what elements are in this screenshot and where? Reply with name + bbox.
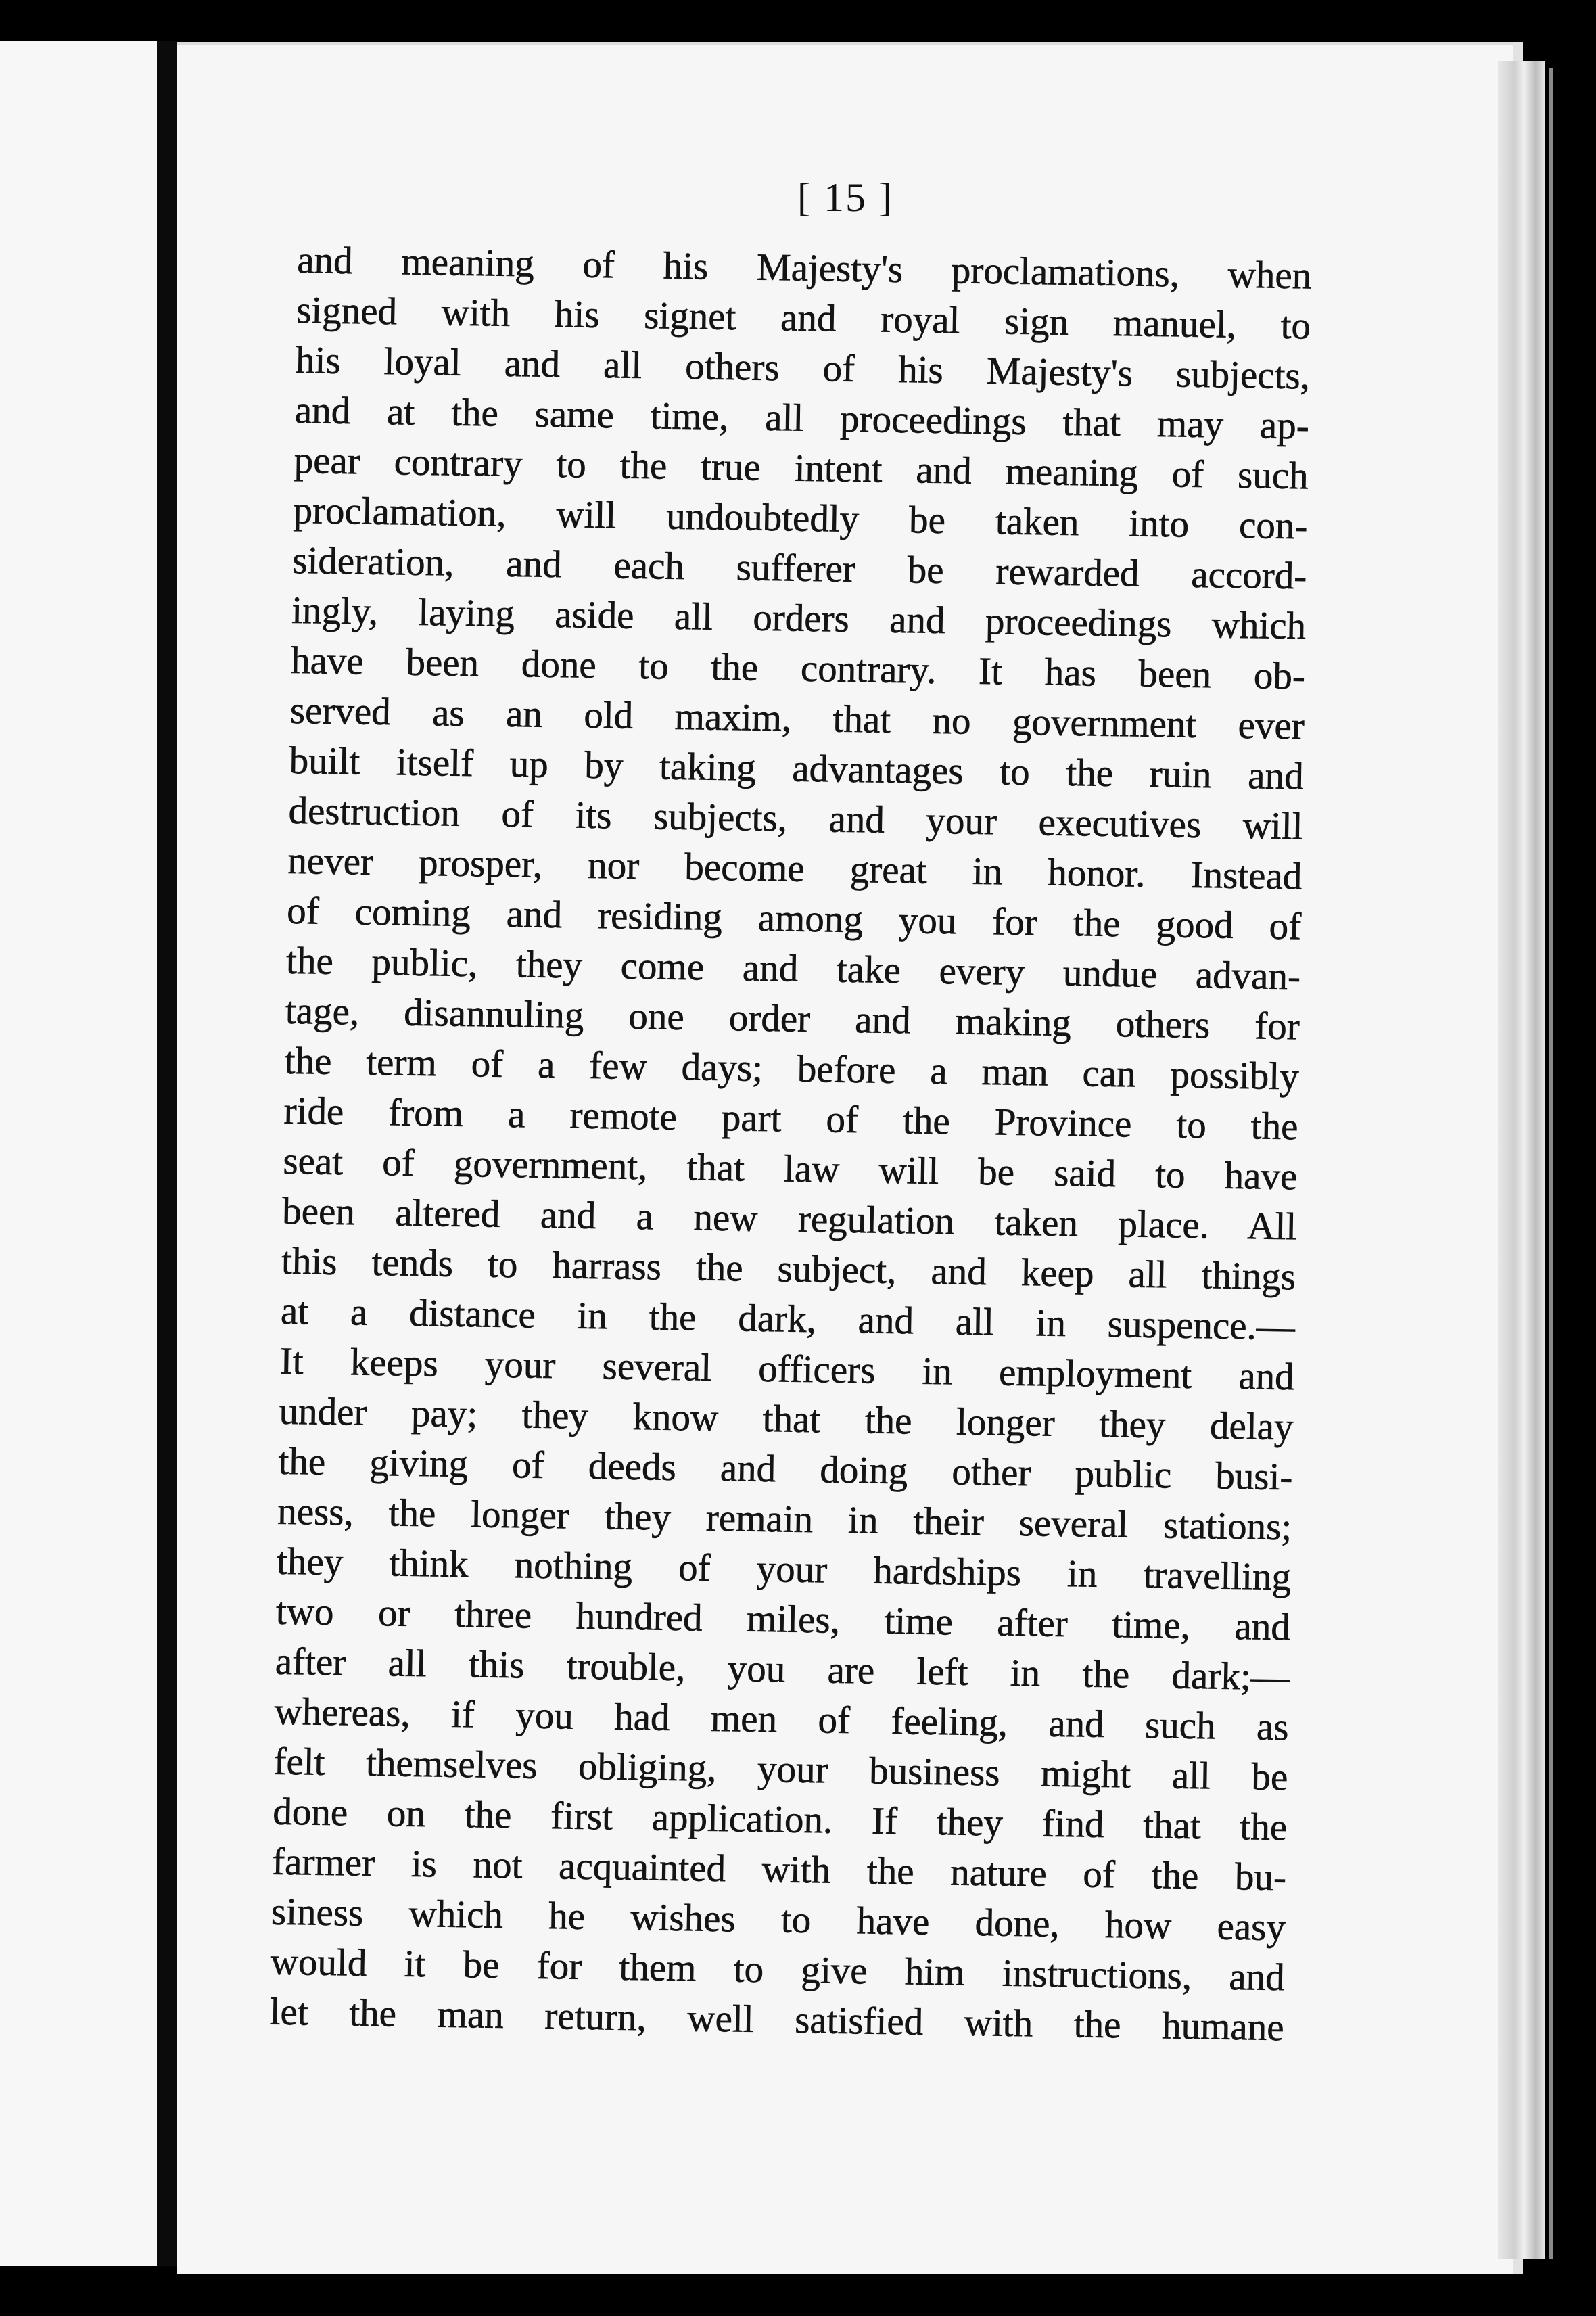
text-line: built itself up by taking advantages to the ruin and: [289, 739, 1305, 798]
text-line: It keeps your several officers in employment and: [279, 1339, 1295, 1399]
text-line: ingly, laying aside all orders and proceedings which: [291, 588, 1307, 648]
text-line: and meaning of his Majesty's proclamations, when: [296, 238, 1312, 298]
text-line: the term of a few days; before a man can possibly: [284, 1039, 1300, 1098]
text-line: this tends to harrass the subject, and keep all things: [281, 1239, 1296, 1299]
previous-page-margin: [0, 41, 161, 2266]
text-line: after all this trouble, you are left in the dark;—: [275, 1640, 1290, 1699]
text-line: whereas, if you had men of feeling, and such as: [274, 1690, 1290, 1749]
text-line: seat of government, that law will be said to have: [283, 1139, 1298, 1199]
text-line: tage, disannuling one order and making others for: [285, 989, 1300, 1048]
text-line: served as an old maxim, that no government ever: [289, 689, 1305, 748]
text-line: would it be for them to give him instructions, and: [270, 1940, 1286, 1999]
text-line: never prosper, nor become great in honor. Instead: [287, 839, 1302, 898]
text-line: let the man return, well satisfied with the humane: [269, 1990, 1285, 2049]
text-line: sideration, and each sufferer be rewarded accord-: [291, 538, 1307, 598]
text-line: felt themselves obliging, your business might all be: [273, 1740, 1288, 1799]
text-line: siness which he wishes to have done, how easy: [271, 1890, 1286, 1949]
page-number: [ 15 ]: [797, 175, 893, 220]
text-line: the public, they come and take every undue advan-: [285, 939, 1301, 998]
page-edge-line: [1549, 68, 1553, 2259]
text-line: and at the same time, all proceedings that may ap-: [294, 388, 1310, 448]
text-line: at a distance in the dark, and all in suspence.—: [280, 1289, 1296, 1349]
gutter-shadow: [157, 41, 177, 2266]
text-line: under pay; they know that the longer they delay: [279, 1389, 1294, 1449]
text-line: proclamation, will undoubtedly be taken into con-: [293, 488, 1308, 548]
text-line: done on the first application. If they find that the: [272, 1790, 1288, 1849]
text-line: they think nothing of your hardships in travelling: [276, 1539, 1292, 1599]
text-line: his loyal and all others of his Majesty's subjects,: [295, 338, 1311, 398]
text-line: ness, the longer they remain in their several stations;: [277, 1489, 1292, 1549]
text-line: of coming and residing among you for the good of: [286, 889, 1302, 948]
text-line: have been done to the contrary. It has been ob-: [290, 639, 1306, 698]
text-line: been altered and a new regulation taken place. All: [281, 1189, 1297, 1249]
text-line: the giving of deeds and doing other public busi-: [278, 1439, 1293, 1499]
text-line: pear contrary to the true intent and meaning of such: [294, 438, 1309, 498]
text-line: ride from a remote part of the Province to the: [283, 1089, 1298, 1149]
text-line: signed with his signet and royal sign manuel, to: [296, 288, 1311, 348]
text-line: farmer is not acquainted with the nature of the bu-: [271, 1840, 1287, 1899]
text-line: two or three hundred miles, time after time, and: [275, 1590, 1291, 1649]
page-stack-edge: [1498, 61, 1545, 2259]
body-text: [269, 235, 1312, 2053]
text-line: destruction of its subjects, and your executives will: [288, 789, 1303, 848]
